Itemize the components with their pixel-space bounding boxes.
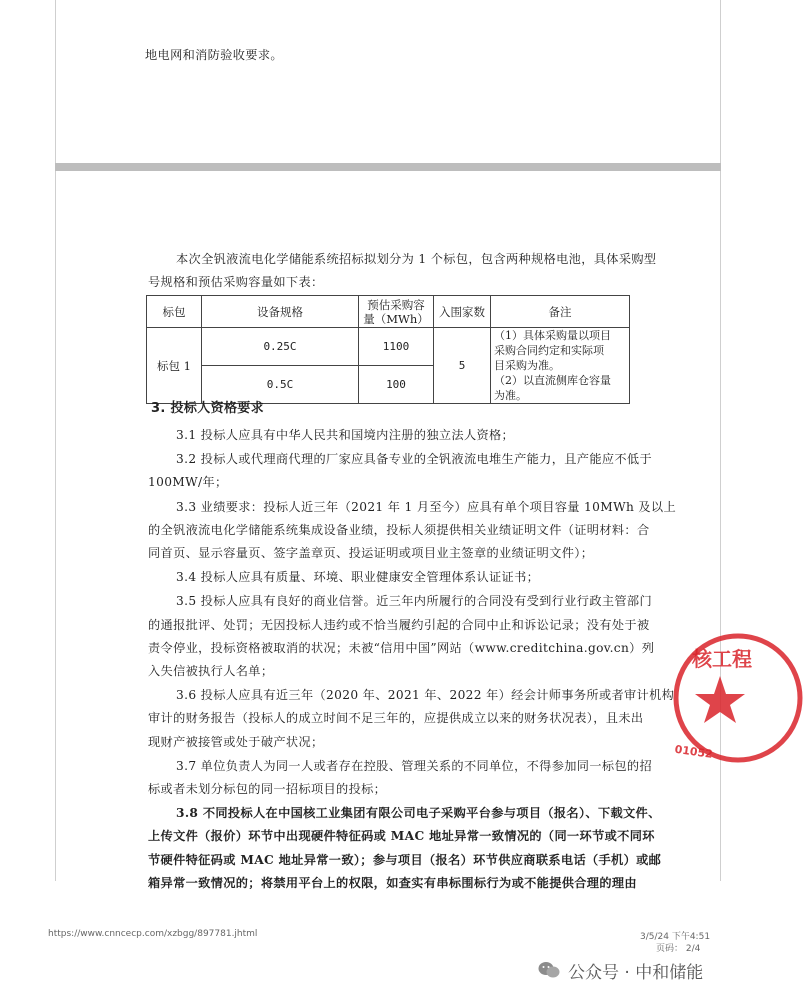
stamp-text: 核工程 [692,647,752,671]
bold-line: 上传文件（报价）环节中出现硬件特征码或 MAC 地址异常一致情况的（同一环节或不同环 [148,829,655,843]
note-line: 目采购为准。 [494,359,560,372]
body-line: 100MW/年； [148,475,228,489]
note-line: 为准。 [494,389,527,402]
header-notes: 备注 [491,296,630,328]
wechat-icon [538,961,560,979]
header-package: 标包 [147,296,202,328]
note-line: （1）具体采购量以项目 [494,329,611,342]
body-line: 同首页、显示容量页、签字盖章页、投运证明或项目业主签章的业绩证明文件）； [148,546,594,560]
spec-cell: 0.25C [202,328,359,366]
notes-cell [491,328,630,404]
bold-line: 节硬件特征码或 MAC 地址异常一致）；参与项目（报名）环节供应商联系电话（手机）或邮 [148,853,662,867]
count-cell: 5 [434,328,491,404]
previous-page-tail: 地电网和消防验收要求。 [145,48,283,62]
body-line: 现财产被接管或处于破产状况； [148,735,324,749]
capacity-cell: 1100 [359,328,434,366]
body-line: 标或者未划分标包的同一招标项目的投标； [148,782,387,796]
body-line: 审计的财务报告（投标人的成立时间不足三年的，应提供成立以来的财务状况表），且未出 [148,711,644,725]
watermark-label: 公众号 · 中和储能 [568,962,704,983]
document-page [55,171,721,890]
intro-line-2: 号规格和预估采购容量如下表： [148,275,324,289]
body-line: 3.2 投标人或代理商代理的厂家应具备专业的全钒液流电堆生产能力，且产能应不低于 [176,452,653,466]
spec-cell: 0.5C [202,366,359,404]
header-spec: 设备规格 [202,296,359,328]
wechat-watermark [538,957,703,983]
body-line: 3.3 业绩要求：投标人近三年（2021 年 1 月至今）应具有单个项目容量 10MWh 及以上 [176,500,676,514]
body-line: 3.5 投标人应具有良好的商业信誉。近三年内所履行的合同没有受到行业行政主管部门 [176,594,653,608]
body-line: 3.1 投标人应具有中华人民共和国境内注册的独立法人资格； [176,428,515,442]
print-footer-date: 3/5/24 下午4:51 [640,932,711,942]
bold-line: 3.8 不同投标人在中国核工业集团有限公司电子采购平台参与项目（报名）、下载文件、 [176,806,661,820]
intro-line-1: 本次全钒液流电化学储能系统招标拟划分为 1 个标包，包含两种规格电池，具体采购型 [176,252,657,266]
body-line: 3.4 投标人应具有质量、环境、职业健康安全管理体系认证证书； [176,570,540,584]
body-line: 入失信被执行人名单； [148,664,274,678]
stamp-number: 01052 [673,742,714,761]
package-cell: 标包 1 [147,328,202,404]
page-separator [55,163,721,171]
previous-page [55,0,721,165]
capacity-cell: 100 [359,366,434,404]
official-seal-stamp [668,628,808,768]
print-footer-page: 页码： 2/4 [656,944,701,954]
header-count: 入围家数 [434,296,491,328]
body-line: 的通报批评、处罚；无因投标人违约或不恰当履约引起的合同中止和诉讼记录；没有处于被 [148,618,650,632]
section-heading: 3. 投标人资格要求 [151,401,265,416]
body-line: 3.6 投标人应具有近三年（2020 年、2021 年、2022 年）经会计师事务所或者审计机构 [176,688,675,702]
body-line: 的全钒液流电化学储能系统集成设备业绩，投标人须提供相关业绩证明文件（证明材料：合 [148,523,650,537]
bold-line: 箱异常一致情况的；将禁用平台上的权限，如查实有串标围标行为或不能提供合理的理由 [148,876,637,890]
print-footer-url: https://www.cnncecp.com/xzbgg/897781.jhtml [48,929,258,939]
note-line: （2）以直流侧库仓容量 [494,374,611,387]
note-line: 采购合同约定和实际项 [494,344,604,357]
body-line: 3.7 单位负责人为同一人或者存在控股、管理关系的不同单位，不得参加同一标包的招 [176,759,653,773]
spec-table [146,295,630,404]
body-line: 责令停业，投标资格被取消的状况；未被“信用中国”网站（www.creditchina.gov.cn）列 [148,641,655,655]
header-capacity: 预估采购容量（MWh） [359,296,434,328]
